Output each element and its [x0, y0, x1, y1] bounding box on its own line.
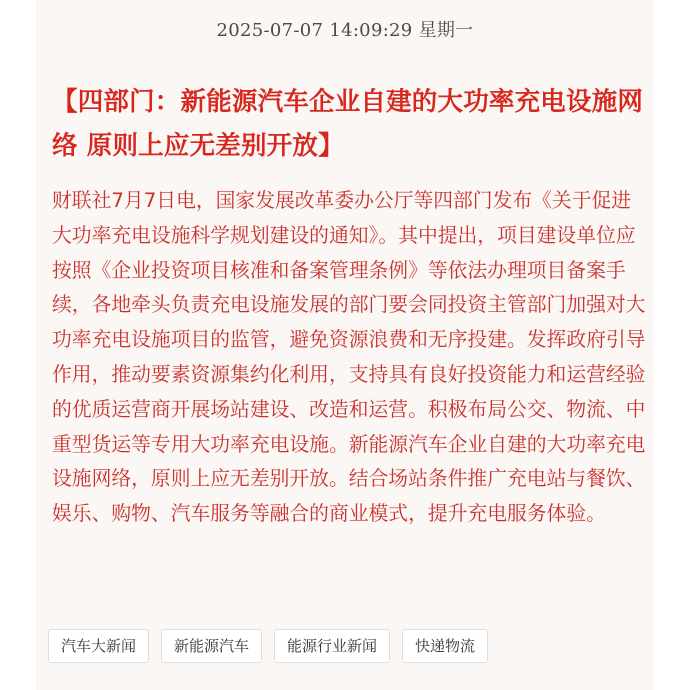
tag-express-logistics[interactable]: 快递物流 [402, 629, 488, 663]
publish-timestamp: 2025-07-07 14:09:29 星期一 [216, 20, 474, 41]
tag-new-energy-vehicles[interactable]: 新能源汽车 [161, 629, 262, 663]
tag-auto-news[interactable]: 汽车大新闻 [48, 629, 149, 663]
topic-tags [48, 629, 488, 663]
tag-energy-industry-news[interactable]: 能源行业新闻 [274, 629, 390, 663]
article-headline: 【四部门：新能源汽车企业自建的大功率充电设施网络 原则上应无差别开放】 [52, 87, 644, 161]
article-body: 财联社7月7日电，国家发展改革委办公厅等四部门发布《关于促进大功率充电设施科学规划建设的通知》。其中提出，项目建设单位应按照《企业投资项目核准和备案管理条例》等依法办理项目备案手续，各地牵头负责充电设施发展的部门要会同投资主管部门加强对大功率充电设施项目的监管，避免资源浪费和无序投建。发挥政府引导作用，推动要素资源集约化利用，支持具有良好投资能力和运营经验的优质运营商开展场站建设、改造和运营。积极布局公交、物流、中重型货运等专用大功率充电设施。新能源汽车企业自建的大功率充电设施网络，原则上应无差别开放。结合场站条件推广充电站与餐饮、娱乐、购物、汽车服务等融合的商业模式，提升充电服务体验。 [52, 189, 646, 526]
